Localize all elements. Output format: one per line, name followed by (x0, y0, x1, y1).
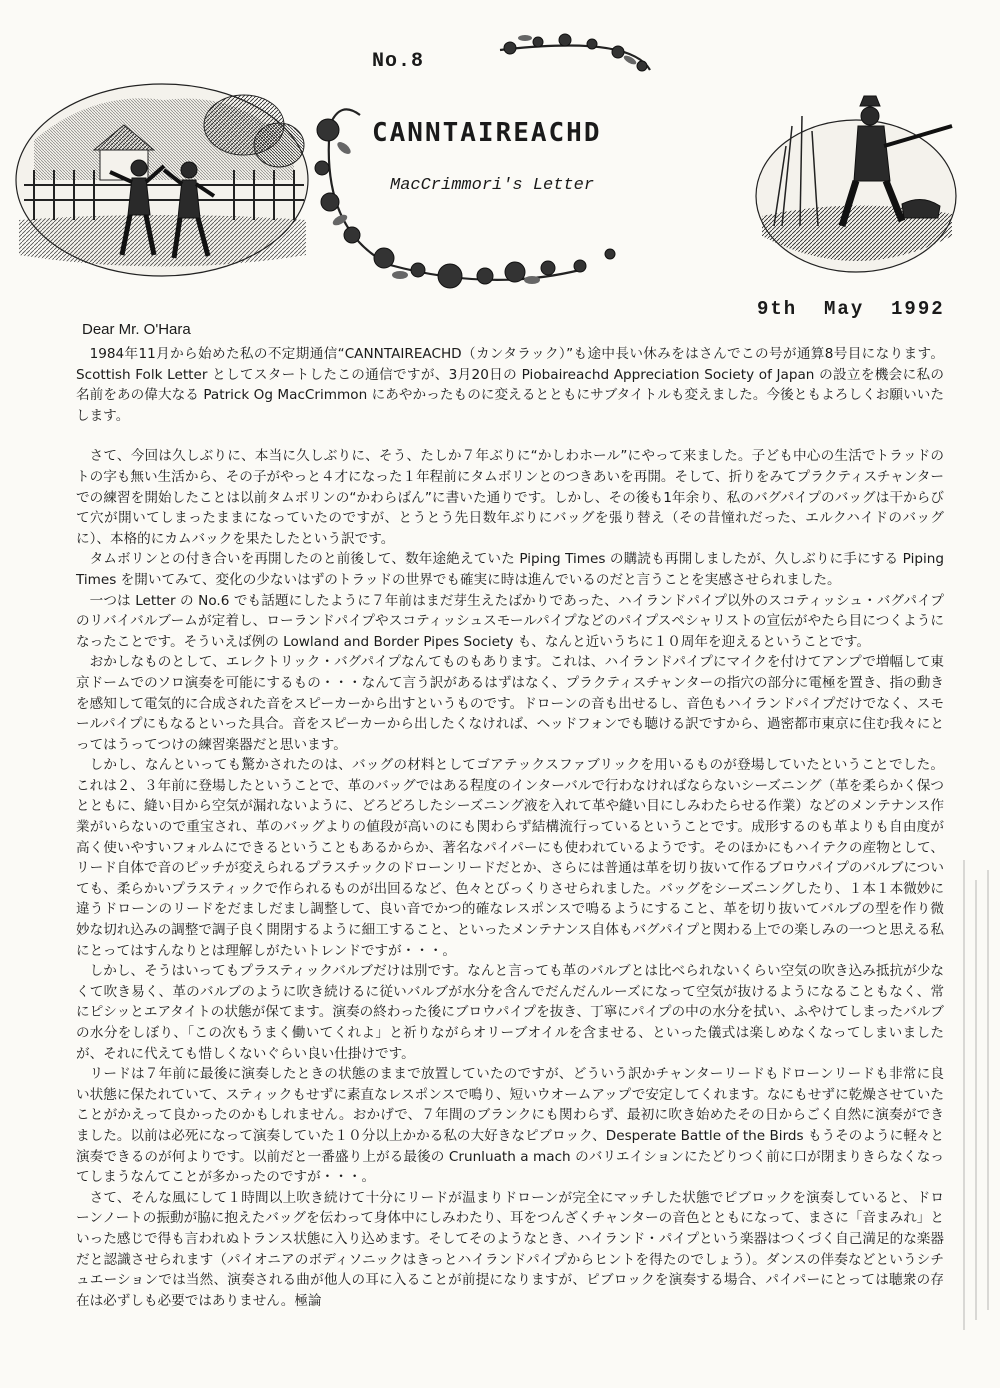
paragraph: タムボリンとの付き合いを再開したのと前後して、数年途絶えていた Piping Times の購読も再開しましたが、久しぶりに手にする Piping Times を開いてみて、変化の少ないはずのトラッドの世界でも確実に時は進んでいるのだと言うことを実感させられました。 (76, 551, 944, 588)
paragraph: おかしなものとして、エレクトリック・バグパイプなんてものもあります。これは、ハイランドパイプにマイクを付けてアンプで増幅して東京ドームでのソロ演奏を可能にするもの・・・なんて言う訳があるはずはなく、プラクティスチャンターの指穴の部分に電極を置き、指の動きを感知して電気的に合成された音をスピーカーから出すというものです。ドローンの音も出せるし、音色もハイランドパイプだけでなく、スモールパイプにもなるといった具合。音をスピーカーから出したくなければ、ヘッドフォンでも聴ける訳ですから、過密都市東京に住む我々にとってはうってつけの練習楽器だと思います。 (76, 654, 944, 753)
letter-body (76, 344, 944, 1311)
paragraph: しかし、なんといっても驚かされたのは、バッグの材料としてゴアテックスファブリックを用いるものが登場していたということでした。これは２、３年前に登場したということで、革のバッグではある程度のインターバルで行わなければならないシーズニング（革を柔らかく保つとともに、縫い目から空気が漏れないように、どろどろしたシーズニング液を入れて革や縫い目にしみわたらせる作業）などのメンテナンス作業がいらないので重宝され、革のバッグよりの値段が高いのにも関わらず結構流行っているということです。成形するのも革よりも自由度が高く使いやすいフォルムにできるということもあるからか、著名なパイパーにも使われているようです。そのほかにもハイテクの産物として、リード自体で音のピッチが変えられるプラスチックのドローンリードだとか、さらには普通は革を切り抜いて作るブロウパイプのバルブについても、柔らかいプラスティックで作られるものが出回るなど、色々とびっくりさせられました。バッグをシーズニングしたり、１本１本微妙に違うドローンのリードをだましだまし調整して、良い音でかつ的確なレスポンスで鳴るようにすること、革を切り抜いてバルブの型を作り微妙な切れ込みの調整で調子良く開閉するように細工すること、といったメンテナンス自体もバグパイプと関わる上での楽しみの一つと思える私にとってはすんなりとは理解しがたいトレンドですが・・・。 (76, 757, 944, 959)
issue-number: No.8 (372, 50, 425, 73)
fighting-figures-engraving (14, 70, 310, 280)
letter-date: 9th May 1992 (757, 298, 945, 320)
salutation: Dear Mr. O'Hara (82, 321, 191, 338)
newsletter-subtitle: MacCrimmori's Letter (390, 176, 595, 195)
hunter-engraving (752, 86, 960, 276)
paragraph: しかし、そうはいってもプラスティックバルブだけは別です。なんと言っても革のバルブとは比べられないくらい空気の吹き込み抵抗が少なくて吹き易く、革のバルブのように吹き続けるに従いバルブが水分を含んでだんだんルーズになって空気が抜けるようになることもなく、常にピシッとエアタイトの状態が保てます。演奏の終わった後にブロウパイプを抜き、丁寧にパイプの中の水分を拭い、ふやけてしまったバルブの水分をしぼり、「この次もうまく働いてくれよ」と祈りながらオリーブオイルを含ませる、といった儀式は楽しめなくなってしまいましたが、それに代えても惜しくないぐらい良い仕掛けです。 (76, 963, 944, 1062)
bleed-through-texture (956, 860, 996, 1340)
paragraph: リードは７年前に最後に演奏したときの状態のままで放置していたのですが、どういう訳かチャンターリードもドローンリードも非常に良い状態に保たれていて、スティックもせずに素直なレスポンスで鳴り、短いウオームアップで安定してくれます。なにもせずに乾燥させていたことがかえって良かったのかもしれません。おかげで、７年間のブランクにも関わらず、最初に吹き始めたその日からごく自然に演奏ができました。以前は必死になって演奏していた１０分以上かかる私の大好きなピブロック、Desperate Battle of the Birds もうそのように軽々と演奏できるのが何よりです。以前だと一番盛り上がる最後の Crunluath a mach のバリエイションにたどりつく前に口が閉まりきらなくなってしまうなんてことが多かったのですが・・・。 (76, 1066, 944, 1186)
paragraph: さて、そんな風にして１時間以上吹き続けて十分にリードが温まりドローンが完全にマッチした状態でピブロックを演奏していると、ドローンノートの振動が脇に抱えたバッグを伝わって身体中にしみわたり、耳をつんざくチャンターの音色とともになって、まさに「音まみれ」といった感じで得も言われぬトランス状態に入り込めます。そしてそのようなとき、ハイランド・パイプという楽器はつくづく自己満足的な楽器だと認識させられます（パイオニアのボディソニックはきっとハイランドパイプからヒントを得たのでしょう）。ダンスの伴奏などというシチュエーションでは当然、演奏される曲が他人の耳に入ることが前提になりますが、ピブロックを演奏する場合、パイパーにとっては聴衆の存在は必ずしも必要ではありません。極論 (76, 1189, 944, 1309)
paragraph: 1984年11月から始めた私の不定期通信“CANNTAIREACHD（カンタラック）”も途中長い休みをはさんでこの号が通算8号目になります。Scottish Folk Letter としてスタートしたこの通信ですが、3月20日の Piobaireachd Appreciation Society of Japan の設立を機会に私の名前をあの偉大なる Patrick Og MacCrimmon にあやかったものに変えるとともにサブタイトルも変えました。今後ともよろしくお願いいたします。 (76, 346, 944, 424)
paragraph: さて、今回は久しぶりに、本当に久しぶりに、そう、たしか７年ぶりに“かしわホール”にやって来ました。子ども中心の生活でトラッドのトの字も無い生活から、その子がやっと４才になった１年程前にタムボリンとのつきあいを再開。そして、折りをみてプラクティスチャンターでの練習を開始したことは以前タムボリンの“かわらばん”に書いた通りです。しかし、その後も1年余り、私のバグパイプのバッグは干からびて穴が開いてしまったままになっていたのですが、とうとう先日数年ぶりにバッグを張り替え（その昔憧れだった、エルクハイドのバッグに）、本格的にカムバックを果たしたという訳です。 (76, 448, 944, 547)
newsletter-title: CANNTAIREACHD (372, 118, 602, 148)
floral-wreath-frame (300, 30, 680, 290)
paragraph: 一つは Letter の No.6 でも話題にしたように７年前はまだ芽生えたばかりであった、ハイランドパイプ以外のスコティッシュ・バグパイプのリバイバルブームが定着し、ローランドパイプやスコティッシュスモールパイプなどのパイプスペシャリストの宣伝がやたら目につくようになったことです。そういえば例の Lowland and Border Pipes Society も、なんと近いうちに１０周年を迎えるということです。 (76, 592, 944, 650)
